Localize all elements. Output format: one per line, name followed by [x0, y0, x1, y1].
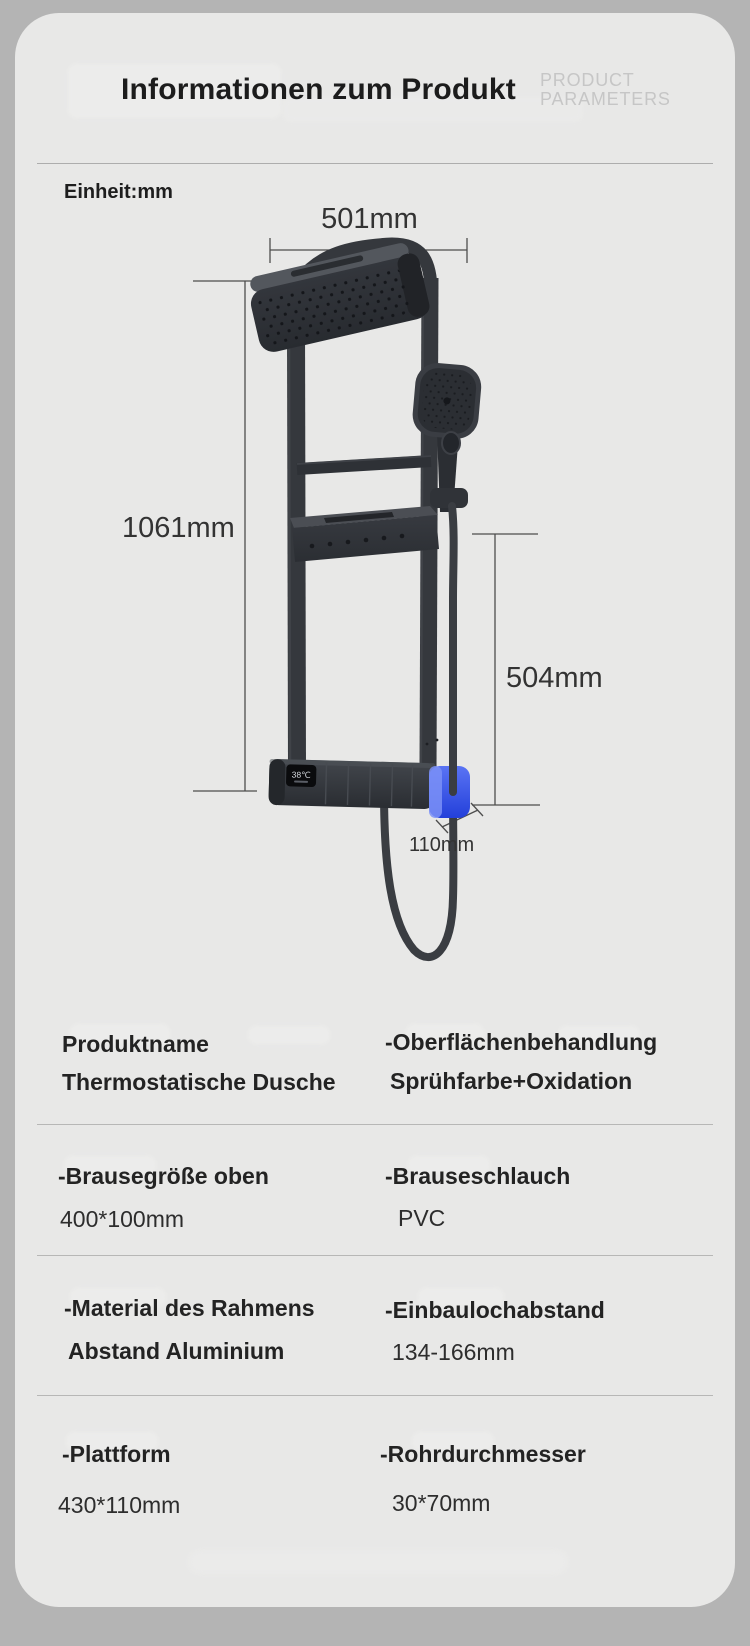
spec-label-plattform: -Plattform — [62, 1441, 171, 1467]
spec-label-einbaulochabstand: -Einbaulochabstand — [385, 1297, 605, 1323]
spec-divider — [37, 1395, 713, 1396]
spec-label-brausegroesse-oben: -Brausegröße oben — [58, 1163, 269, 1189]
spec-value-oberflaechenbehandlung: Sprühfarbe+Oxidation — [390, 1068, 633, 1094]
spec-label-produktname: Produktname — [62, 1031, 209, 1057]
spec-value-produktname: Thermostatische Dusche — [62, 1069, 336, 1095]
crossbar — [297, 456, 431, 469]
shelf — [290, 506, 439, 562]
subtitle-product-parameters — [540, 71, 671, 109]
dimension-label-left-height: 1061mm — [122, 512, 235, 544]
spec-value-plattform: 430*110mm — [58, 1492, 181, 1518]
spec-value-brauseschlauch: PVC — [398, 1205, 446, 1231]
hand-shower-button — [442, 432, 460, 454]
temperature-display-value: 38℃ — [291, 769, 311, 780]
spec-value-einbaulochabstand: 134-166mm — [392, 1339, 515, 1365]
shower-hose-upper — [452, 506, 454, 792]
spec-label-brauseschlauch: -Brauseschlauch — [385, 1163, 571, 1189]
control-bar — [268, 759, 435, 809]
subtitle-line2: PARAMETERS — [540, 89, 671, 109]
spec-value-rohrdurchmesser: 30*70mm — [392, 1490, 491, 1516]
dimension-label-top-width: 501mm — [321, 203, 418, 235]
header-divider — [37, 163, 713, 164]
unit-label: Einheit:mm — [64, 181, 173, 203]
product-illustration — [100, 190, 640, 980]
spec-label-oberflaechenbehandlung: -Oberflächenbehandlung — [385, 1029, 658, 1055]
erased-watermark-strip — [188, 1550, 568, 1574]
erased-text-patch — [248, 1026, 330, 1044]
dimension-label-right-height: 504mm — [506, 662, 603, 694]
spec-label-material-des-rahmens: -Material des Rahmens — [64, 1295, 315, 1321]
spec-value-material-des-rahmens: Abstand Aluminium — [68, 1338, 285, 1364]
spec-label-rohrdurchmesser: -Rohrdurchmesser — [380, 1441, 586, 1467]
temperature-display — [286, 764, 317, 787]
dimension-label-bottom-depth: 110mm — [409, 834, 475, 856]
subtitle-line1: PRODUCT — [540, 70, 635, 90]
spec-divider — [37, 1255, 713, 1256]
spec-divider — [37, 1124, 713, 1125]
page-title: Informationen zum Produkt — [121, 73, 516, 106]
spec-value-brausegroesse-oben: 400*100mm — [60, 1206, 185, 1232]
